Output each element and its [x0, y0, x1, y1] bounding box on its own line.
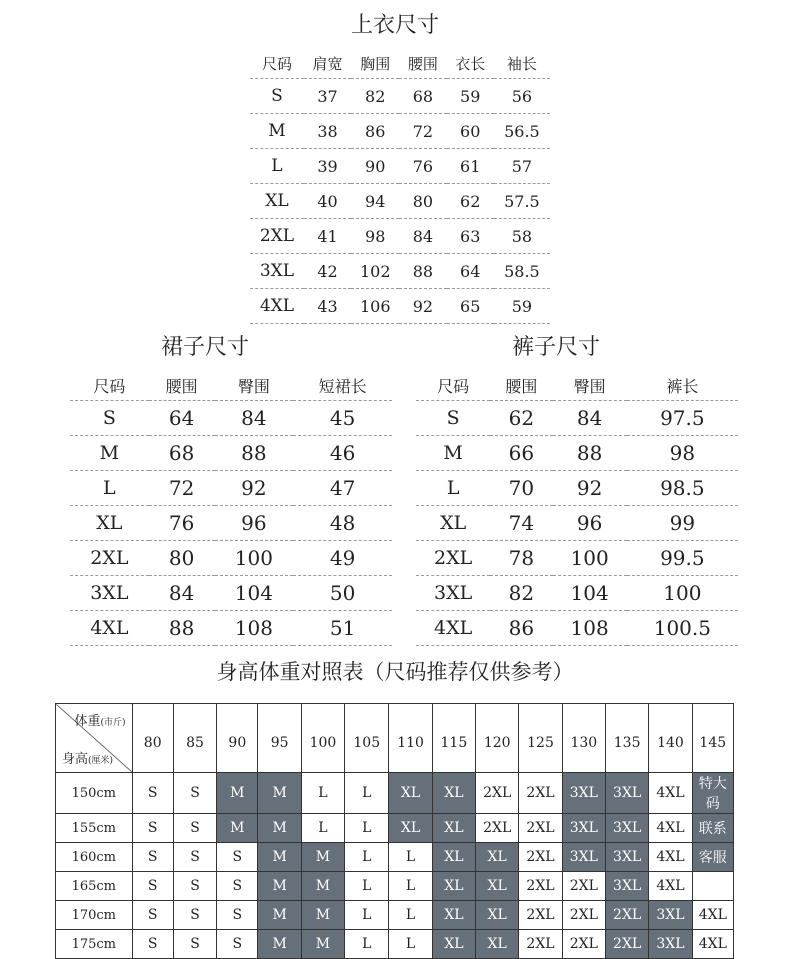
value-cell: 64 — [149, 401, 215, 436]
weight-unit: (市斤) — [100, 718, 126, 728]
weight-header-cell: 145 — [692, 704, 733, 773]
value-cell: 80 — [399, 184, 446, 219]
size-recommendation-cell: XL — [476, 843, 519, 872]
height-cell: 170cm — [56, 901, 133, 930]
value-cell: 92 — [215, 471, 294, 506]
value-cell: 41 — [304, 219, 351, 254]
value-cell: 39 — [304, 149, 351, 184]
value-cell: 63 — [447, 219, 494, 254]
size-recommendation-cell: M — [301, 901, 344, 930]
value-cell: 50 — [293, 576, 392, 611]
column-header: 袖长 — [494, 48, 550, 79]
column-header: 腰围 — [149, 370, 215, 401]
size-recommendation-cell: 3XL — [562, 843, 605, 872]
size-recommendation-cell: 2XL — [519, 901, 562, 930]
weight-header-cell: 95 — [258, 704, 301, 773]
value-cell: 57 — [494, 149, 550, 184]
size-cell: 4XL — [416, 611, 490, 646]
value-cell: 58 — [494, 219, 550, 254]
size-recommendation-cell: XL — [476, 930, 519, 959]
column-header: 腰围 — [490, 370, 552, 401]
size-cell: M — [70, 436, 149, 471]
size-recommendation-cell: L — [301, 814, 344, 843]
size-recommendation-cell: 客服 — [692, 843, 733, 872]
size-recommendation-cell: 2XL — [562, 930, 605, 959]
size-recommendation-cell: 2XL — [519, 872, 562, 901]
value-cell: 70 — [490, 471, 552, 506]
table-row — [70, 471, 392, 506]
table-row — [416, 506, 738, 541]
value-cell: 60 — [447, 114, 494, 149]
value-cell: 72 — [149, 471, 215, 506]
size-recommendation-cell: 2XL — [605, 930, 648, 959]
size-recommendation-cell: XL — [432, 901, 475, 930]
size-recommendation-cell: S — [173, 901, 216, 930]
value-cell: 57.5 — [494, 184, 550, 219]
value-cell: 86 — [490, 611, 552, 646]
value-cell: 56.5 — [494, 114, 550, 149]
size-recommendation-cell: 3XL — [649, 901, 692, 930]
value-cell: 104 — [215, 576, 294, 611]
value-cell: 88 — [399, 254, 446, 289]
size-cell: XL — [416, 506, 490, 541]
value-cell: 108 — [553, 611, 627, 646]
height-cell: 155cm — [56, 814, 133, 843]
value-cell: 43 — [304, 289, 351, 324]
size-recommendation-cell: S — [132, 843, 173, 872]
size-cell: S — [250, 79, 304, 114]
size-cell: 3XL — [70, 576, 149, 611]
skirt-title: 裙子尺寸 — [160, 335, 249, 360]
table-row — [250, 149, 550, 184]
table-row — [70, 401, 392, 436]
size-recommendation-cell: L — [345, 814, 389, 843]
size-recommendation-cell: 4XL — [692, 930, 733, 959]
size-recommendation-cell: 特大码 — [692, 773, 733, 814]
size-recommendation-cell: 3XL — [605, 843, 648, 872]
value-cell: 88 — [215, 436, 294, 471]
column-header: 裤长 — [627, 370, 738, 401]
size-recommendation-cell: 3XL — [649, 930, 692, 959]
size-recommendation-cell: 2XL — [519, 814, 562, 843]
value-cell: 84 — [399, 219, 446, 254]
value-cell: 84 — [149, 576, 215, 611]
grid-row — [56, 872, 734, 901]
size-recommendation-cell: L — [345, 872, 389, 901]
size-recommendation-cell: S — [217, 901, 258, 930]
weight-header-cell: 115 — [432, 704, 475, 773]
value-cell: 100.5 — [627, 611, 738, 646]
table-row — [250, 219, 550, 254]
grid-header-row — [56, 704, 734, 773]
table-row — [70, 576, 392, 611]
table-row — [250, 79, 550, 114]
column-header: 短裙长 — [293, 370, 392, 401]
table-row — [416, 401, 738, 436]
size-recommendation-cell: 2XL — [476, 773, 519, 814]
value-cell: 46 — [293, 436, 392, 471]
table-row — [70, 506, 392, 541]
table-row — [70, 436, 392, 471]
size-recommendation-cell: 4XL — [649, 814, 692, 843]
size-recommendation-cell: 3XL — [605, 773, 648, 814]
column-header: 尺码 — [416, 370, 490, 401]
value-cell: 37 — [304, 79, 351, 114]
value-cell: 97.5 — [627, 401, 738, 436]
size-recommendation-cell: M — [258, 930, 301, 959]
size-recommendation-cell: L — [389, 872, 432, 901]
size-recommendation-cell: L — [389, 930, 432, 959]
size-recommendation-cell: L — [389, 901, 432, 930]
size-recommendation-cell: XL — [476, 872, 519, 901]
size-recommendation-cell: S — [217, 930, 258, 959]
column-header: 尺码 — [70, 370, 149, 401]
size-cell: S — [70, 401, 149, 436]
size-recommendation-cell: S — [132, 930, 173, 959]
value-cell: 82 — [351, 79, 399, 114]
value-cell: 84 — [215, 401, 294, 436]
size-recommendation-cell: M — [301, 930, 344, 959]
column-header: 腰围 — [399, 48, 446, 79]
size-cell: M — [250, 114, 304, 149]
size-recommendation-cell: S — [173, 773, 216, 814]
table-row — [250, 114, 550, 149]
weight-header-cell: 125 — [519, 704, 562, 773]
table-row — [250, 289, 550, 324]
value-cell: 76 — [149, 506, 215, 541]
size-recommendation-cell: 2XL — [476, 814, 519, 843]
value-cell: 62 — [447, 184, 494, 219]
weight-header-cell: 80 — [132, 704, 173, 773]
header-row — [250, 48, 550, 79]
value-cell: 76 — [399, 149, 446, 184]
table-row — [416, 436, 738, 471]
grid-row — [56, 901, 734, 930]
value-cell: 100 — [553, 541, 627, 576]
corner-header-cell — [56, 704, 133, 773]
value-cell: 92 — [553, 471, 627, 506]
value-cell: 88 — [553, 436, 627, 471]
column-header: 胸围 — [351, 48, 399, 79]
value-cell: 106 — [351, 289, 399, 324]
height-unit: (厘米) — [88, 756, 114, 766]
table-row — [416, 576, 738, 611]
table-row — [250, 184, 550, 219]
size-recommendation-cell: XL — [432, 843, 475, 872]
value-cell: 42 — [304, 254, 351, 289]
value-cell: 62 — [490, 401, 552, 436]
weight-header-cell: 130 — [562, 704, 605, 773]
size-recommendation-cell: S — [173, 814, 216, 843]
height-cell: 165cm — [56, 872, 133, 901]
weight-header-cell: 135 — [605, 704, 648, 773]
size-recommendation-cell: XL — [432, 814, 475, 843]
value-cell: 66 — [490, 436, 552, 471]
size-cell: 2XL — [416, 541, 490, 576]
value-cell: 38 — [304, 114, 351, 149]
size-recommendation-cell: S — [173, 930, 216, 959]
top-title: 上衣尺寸 — [350, 13, 439, 38]
value-cell: 100 — [215, 541, 294, 576]
weight-header-cell: 85 — [173, 704, 216, 773]
value-cell: 86 — [351, 114, 399, 149]
table-row — [70, 541, 392, 576]
size-cell: L — [70, 471, 149, 506]
size-recommendation-cell: 4XL — [649, 872, 692, 901]
table-row — [416, 471, 738, 506]
size-recommendation-cell: S — [173, 843, 216, 872]
grid-row — [56, 814, 734, 843]
size-cell: XL — [250, 184, 304, 219]
value-cell: 82 — [490, 576, 552, 611]
weight-header-cell: 110 — [389, 704, 432, 773]
size-cell: S — [416, 401, 490, 436]
column-header: 臀围 — [553, 370, 627, 401]
size-cell: L — [416, 471, 490, 506]
size-recommendation-cell: 2XL — [519, 843, 562, 872]
value-cell: 45 — [293, 401, 392, 436]
value-cell: 47 — [293, 471, 392, 506]
table-row — [70, 611, 392, 646]
value-cell: 90 — [351, 149, 399, 184]
value-cell: 61 — [447, 149, 494, 184]
value-cell: 99 — [627, 506, 738, 541]
header-row — [70, 370, 392, 401]
size-cell: 4XL — [70, 611, 149, 646]
size-recommendation-cell: S — [132, 814, 173, 843]
size-recommendation-cell: M — [258, 843, 301, 872]
weight-header-cell: 140 — [649, 704, 692, 773]
header-row — [416, 370, 738, 401]
size-recommendation-cell: L — [345, 930, 389, 959]
value-cell: 49 — [293, 541, 392, 576]
column-header: 肩宽 — [304, 48, 351, 79]
grid-title: 身高体重对照表（尺码推荐仅供参考） — [216, 660, 574, 684]
size-cell: M — [416, 436, 490, 471]
size-recommendation-cell: 3XL — [562, 773, 605, 814]
size-cell: 4XL — [250, 289, 304, 324]
weight-header-cell: 120 — [476, 704, 519, 773]
value-cell: 96 — [215, 506, 294, 541]
value-cell: 78 — [490, 541, 552, 576]
value-cell: 92 — [399, 289, 446, 324]
size-recommendation-cell: XL — [476, 901, 519, 930]
size-recommendation-cell: XL — [432, 773, 475, 814]
value-cell: 58.5 — [494, 254, 550, 289]
value-cell: 100 — [627, 576, 738, 611]
size-cell: 2XL — [70, 541, 149, 576]
height-weight-table — [55, 703, 734, 959]
value-cell: 56 — [494, 79, 550, 114]
value-cell: 94 — [351, 184, 399, 219]
table-row — [416, 611, 738, 646]
value-cell: 108 — [215, 611, 294, 646]
size-cell: 3XL — [416, 576, 490, 611]
value-cell: 51 — [293, 611, 392, 646]
size-cell: L — [250, 149, 304, 184]
value-cell: 96 — [553, 506, 627, 541]
size-recommendation-cell: M — [217, 773, 258, 814]
value-cell: 102 — [351, 254, 399, 289]
size-recommendation-cell: L — [389, 843, 432, 872]
weight-label: 体重 — [74, 714, 101, 729]
size-recommendation-cell: L — [345, 773, 389, 814]
size-recommendation-cell: 4XL — [692, 901, 733, 930]
value-cell: 80 — [149, 541, 215, 576]
size-recommendation-cell: 2XL — [519, 773, 562, 814]
column-header: 臀围 — [215, 370, 294, 401]
value-cell: 59 — [494, 289, 550, 324]
weight-axis-label — [75, 710, 126, 729]
size-recommendation-cell: 2XL — [562, 872, 605, 901]
value-cell: 84 — [553, 401, 627, 436]
size-recommendation-cell: S — [173, 872, 216, 901]
size-recommendation-cell: XL — [389, 814, 432, 843]
value-cell: 72 — [399, 114, 446, 149]
size-recommendation-cell: M — [258, 901, 301, 930]
size-recommendation-cell: L — [345, 901, 389, 930]
value-cell: 98.5 — [627, 471, 738, 506]
weight-header-cell: 90 — [217, 704, 258, 773]
size-cell: 2XL — [250, 219, 304, 254]
size-recommendation-cell: M — [301, 872, 344, 901]
value-cell: 68 — [399, 79, 446, 114]
size-recommendation-cell: M — [217, 814, 258, 843]
value-cell: 74 — [490, 506, 552, 541]
value-cell: 40 — [304, 184, 351, 219]
size-recommendation-cell: S — [217, 872, 258, 901]
size-recommendation-cell: 3XL — [562, 814, 605, 843]
size-recommendation-cell: L — [345, 843, 389, 872]
size-recommendation-cell: 2XL — [605, 901, 648, 930]
size-recommendation-cell: 2XL — [562, 901, 605, 930]
grid-row — [56, 930, 734, 959]
value-cell: 68 — [149, 436, 215, 471]
size-recommendation-cell: M — [301, 843, 344, 872]
size-recommendation-cell: M — [258, 773, 301, 814]
size-cell: 3XL — [250, 254, 304, 289]
height-cell: 160cm — [56, 843, 133, 872]
height-label: 身高 — [62, 752, 89, 767]
value-cell: 104 — [553, 576, 627, 611]
column-header: 尺码 — [250, 48, 304, 79]
value-cell: 88 — [149, 611, 215, 646]
size-recommendation-cell: 3XL — [605, 872, 648, 901]
weight-header-cell: 105 — [345, 704, 389, 773]
size-recommendation-cell: S — [217, 843, 258, 872]
value-cell: 65 — [447, 289, 494, 324]
table-row — [250, 254, 550, 289]
size-recommendation-cell: 联系 — [692, 814, 733, 843]
pants-title: 裤子尺寸 — [511, 335, 600, 360]
size-recommendation-cell: 3XL — [605, 814, 648, 843]
value-cell: 98 — [627, 436, 738, 471]
pants-size-table — [416, 370, 738, 646]
size-recommendation-cell: 4XL — [649, 773, 692, 814]
table-row — [416, 541, 738, 576]
size-recommendation-cell: 4XL — [649, 843, 692, 872]
size-recommendation-cell: XL — [389, 773, 432, 814]
size-recommendation-cell: M — [258, 872, 301, 901]
height-cell: 175cm — [56, 930, 133, 959]
size-recommendation-cell: L — [301, 773, 344, 814]
value-cell: 99.5 — [627, 541, 738, 576]
value-cell: 59 — [447, 79, 494, 114]
size-recommendation-cell: XL — [432, 930, 475, 959]
grid-row — [56, 843, 734, 872]
column-header: 衣长 — [447, 48, 494, 79]
size-recommendation-cell — [692, 872, 733, 901]
size-recommendation-cell: M — [258, 814, 301, 843]
value-cell: 48 — [293, 506, 392, 541]
height-axis-label — [62, 748, 113, 767]
size-recommendation-cell: S — [132, 773, 173, 814]
value-cell: 98 — [351, 219, 399, 254]
size-recommendation-cell: XL — [432, 872, 475, 901]
grid-row — [56, 773, 734, 814]
size-recommendation-cell: S — [132, 901, 173, 930]
height-cell: 150cm — [56, 773, 133, 814]
size-recommendation-cell: 2XL — [519, 930, 562, 959]
weight-header-cell: 100 — [301, 704, 344, 773]
skirt-size-table — [70, 370, 392, 646]
top-size-table — [250, 48, 550, 324]
size-recommendation-cell: S — [132, 872, 173, 901]
size-cell: XL — [70, 506, 149, 541]
value-cell: 64 — [447, 254, 494, 289]
